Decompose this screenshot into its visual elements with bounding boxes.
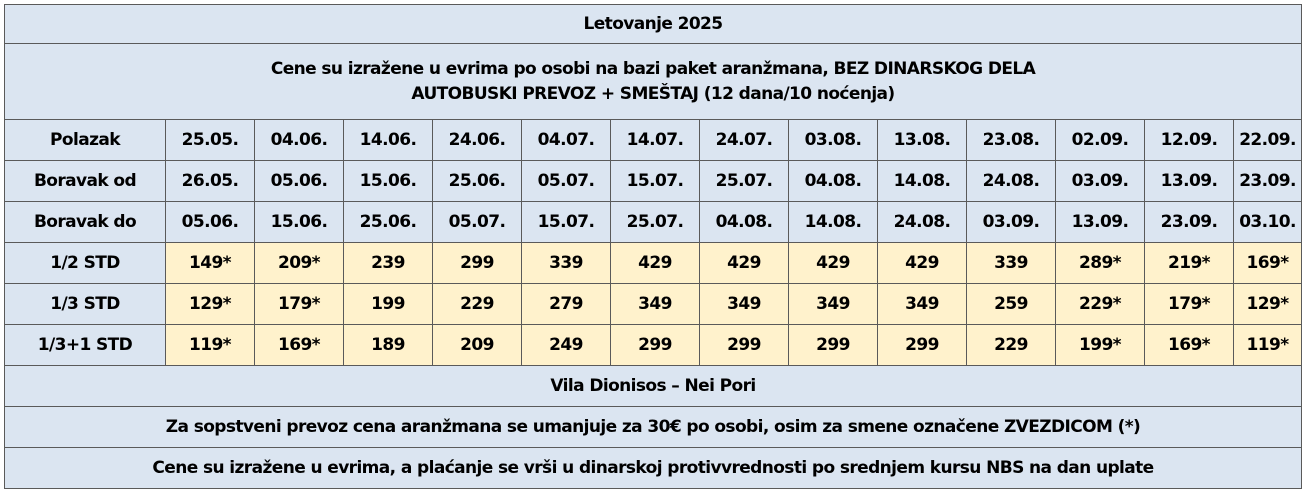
table-cell: 129* (1234, 284, 1302, 325)
table-cell: 13.09. (1056, 202, 1145, 243)
table-cell: 119* (166, 325, 255, 366)
intro-cell (5, 44, 1302, 120)
table-cell: 03.09. (967, 202, 1056, 243)
price-row (5, 325, 1302, 366)
price-table (4, 4, 1302, 489)
table-cell: 299 (878, 325, 967, 366)
table-cell: 04.07. (522, 120, 611, 161)
table-cell: 04.08. (789, 161, 878, 202)
row-label: Boravak do (5, 202, 166, 243)
table-cell: 22.09. (1234, 120, 1302, 161)
table-cell: 25.06. (433, 161, 522, 202)
table-cell: 26.05. (166, 161, 255, 202)
price-table-body (5, 5, 1302, 489)
table-cell: 15.07. (611, 161, 700, 202)
table-cell: 24.08. (967, 161, 1056, 202)
table-cell: 429 (789, 243, 878, 284)
table-cell: 13.08. (878, 120, 967, 161)
table-cell: 15.06. (255, 202, 344, 243)
intro-row (5, 44, 1302, 120)
table-cell: 25.05. (166, 120, 255, 161)
table-cell: 229* (1056, 284, 1145, 325)
table-cell: 299 (433, 243, 522, 284)
table-cell: 25.06. (344, 202, 433, 243)
table-cell: 299 (611, 325, 700, 366)
table-cell: 05.06. (166, 202, 255, 243)
row-label: 1/3 STD (5, 284, 166, 325)
table-cell: 169* (1234, 243, 1302, 284)
table-cell: 15.06. (344, 161, 433, 202)
table-cell: 03.09. (1056, 161, 1145, 202)
table-cell: 339 (522, 243, 611, 284)
footer-note-payment-row (5, 448, 1302, 489)
table-cell: 02.09. (1056, 120, 1145, 161)
intro-line-1: Cene su izražene u evrima po osobi na bazi paket aranžmana, BEZ DINARSKOG DELA (270, 58, 1036, 79)
table-cell: 05.06. (255, 161, 344, 202)
row-label: Boravak od (5, 161, 166, 202)
table-cell: 15.07. (522, 202, 611, 243)
table-cell: 14.08. (878, 161, 967, 202)
table-cell: 12.09. (1145, 120, 1234, 161)
date-row (5, 120, 1302, 161)
row-label: 1/3+1 STD (5, 325, 166, 366)
table-cell: 429 (700, 243, 789, 284)
row-label: Polazak (5, 120, 166, 161)
table-cell: 179* (255, 284, 344, 325)
row-label: 1/2 STD (5, 243, 166, 284)
table-cell: 23.08. (967, 120, 1056, 161)
table-cell: 429 (878, 243, 967, 284)
table-cell: 14.06. (344, 120, 433, 161)
table-cell: 209* (255, 243, 344, 284)
table-cell: 05.07. (433, 202, 522, 243)
table-cell: 349 (878, 284, 967, 325)
price-row (5, 243, 1302, 284)
intro-line-2: AUTOBUSKI PREVOZ + SMEŠTAJ (12 dana/10 noćenja) (411, 83, 895, 104)
table-cell: 299 (789, 325, 878, 366)
table-cell: 259 (967, 284, 1056, 325)
table-cell: 25.07. (611, 202, 700, 243)
table-cell: 03.08. (789, 120, 878, 161)
date-row (5, 161, 1302, 202)
table-cell: 04.08. (700, 202, 789, 243)
footer-note-transport: Za sopstveni prevoz cena aranžmana se umanjuje za 30€ po osobi, osim za smene označene ZVEZDICOM (*) (5, 407, 1302, 448)
table-cell: 129* (166, 284, 255, 325)
table-cell: 279 (522, 284, 611, 325)
table-cell: 229 (967, 325, 1056, 366)
table-cell: 219* (1145, 243, 1234, 284)
table-cell: 169* (255, 325, 344, 366)
footer-property-row (5, 366, 1302, 407)
table-cell: 24.08. (878, 202, 967, 243)
table-cell: 24.06. (433, 120, 522, 161)
table-cell: 14.07. (611, 120, 700, 161)
table-cell: 209 (433, 325, 522, 366)
table-cell: 349 (700, 284, 789, 325)
table-cell: 299 (700, 325, 789, 366)
footer-property: Vila Dionisos – Nei Pori (5, 366, 1302, 407)
footer-note-payment: Cene su izražene u evrima, a plaćanje se vrši u dinarskoj protivvrednosti po srednjem kursu NBS na dan uplate (5, 448, 1302, 489)
table-cell: 199* (1056, 325, 1145, 366)
table-cell: 119* (1234, 325, 1302, 366)
table-cell: 03.10. (1234, 202, 1302, 243)
table-cell: 14.08. (789, 202, 878, 243)
price-row (5, 284, 1302, 325)
table-cell: 25.07. (700, 161, 789, 202)
table-cell: 23.09. (1145, 202, 1234, 243)
table-cell: 289* (1056, 243, 1145, 284)
table-cell: 249 (522, 325, 611, 366)
table-cell: 199 (344, 284, 433, 325)
table-cell: 05.07. (522, 161, 611, 202)
table-cell: 239 (344, 243, 433, 284)
table-cell: 169* (1145, 325, 1234, 366)
table-cell: 13.09. (1145, 161, 1234, 202)
table-cell: 349 (611, 284, 700, 325)
table-cell: 149* (166, 243, 255, 284)
table-cell: 349 (789, 284, 878, 325)
table-cell: 229 (433, 284, 522, 325)
table-cell: 429 (611, 243, 700, 284)
table-cell: 23.09. (1234, 161, 1302, 202)
table-cell: 04.06. (255, 120, 344, 161)
table-cell: 189 (344, 325, 433, 366)
table-cell: 339 (967, 243, 1056, 284)
table-cell: 179* (1145, 284, 1234, 325)
table-cell: 24.07. (700, 120, 789, 161)
date-row (5, 202, 1302, 243)
table-title: Letovanje 2025 (5, 5, 1302, 44)
footer-note-transport-row (5, 407, 1302, 448)
title-row (5, 5, 1302, 44)
